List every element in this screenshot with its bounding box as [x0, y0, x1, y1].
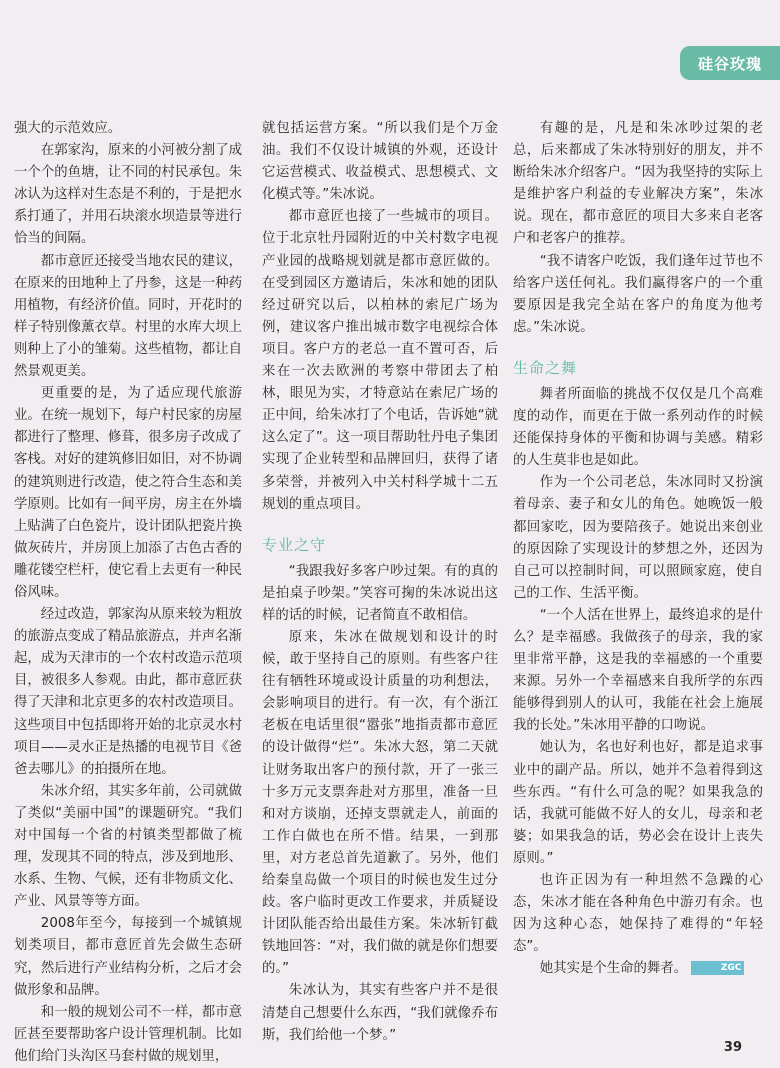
paragraph: 强大的示范效应。 [14, 121, 122, 136]
column-1 [14, 118, 242, 1068]
paragraph: “一个人活在世界上，最终追求的是什么？是幸福感。我做孩子的母亲，我的家里非常平静，这是我的幸福感的一个重要来源。另外一个幸福感来自我所学的东西能够得到别人的认可，我能在社会上施展我的长处。”朱冰用平静的口吻说。 [513, 607, 763, 734]
column-2 [262, 118, 498, 1047]
section-tag: 硅谷玫瑰 [680, 46, 780, 80]
paragraph: 和一般的规划公司不一样，都市意匠甚至要帮助客户设计管理机制。比如他们给门头沟区马套村做的规划里， [14, 1004, 242, 1064]
paragraph: 2008年至今，每接到一个城镇规划类项目，都市意匠首先会做生态研究，然后进行产业结构分析，之后才会做形象和品牌。 [14, 916, 242, 998]
paragraph: 朱冰认为，其实有些客户并不是很清楚自己想要什么东西，“我们就像乔布斯，我们给他一个梦。” [262, 983, 498, 1043]
paragraph: 经过改造，郭家沟从原来较为粗放的旅游点变成了精品旅游点，并声名渐起，成为天津市的一个农村改造示范项目，被很多人参观。由此，都市意匠获得了天津和北京更多的农村改造项目。这些项目中包括即将开始的北京灵水村项目——灵水正是热播的电视节目《爸爸去哪儿》的拍摄所在地。 [14, 607, 242, 777]
paragraph: 她其实是个生命的舞者。 ZGC [513, 958, 763, 980]
section-heading-life-dance: 生命之舞 [513, 358, 578, 377]
paragraph: 她认为，名也好利也好，都是追求事业中的副产品。所以，她并不急着得到这些东西。“有什么可急的呢？如果我急的话，我就可能做不好人的女儿，母亲和老婆；如果我急的话，势必会在设计上丧失原则。” [513, 740, 763, 866]
paragraph: 就包括运营方案。“所以我们是个万金油。我们不仅设计城镇的外观，还设计它运营模式、收益模式、思想模式、文化模式等。”朱冰说。 [262, 121, 498, 203]
zgc-end-logo: ZGC [691, 961, 744, 975]
column-3 [513, 118, 763, 980]
paragraph: “我跟我好多客户吵过架。有的真的是拍桌子吵架。”笑容可掬的朱冰说出这样的话的时候，记者简直不敢相信。 [262, 563, 498, 623]
paragraph: 在郭家沟，原来的小河被分割了成一个个的鱼塘，让不同的村民承包。朱冰认为这样对生态是不利的，于是把水系打通了，并用石块滚水坝造景等进行恰当的间隔。 [14, 143, 242, 247]
paragraph: 也许正因为有一种坦然不急躁的心态，朱冰才能在各种角色中游刃有余。也因为这种心态，她保持了难得的“年轻态”。 [513, 873, 763, 955]
paragraph: 作为一个公司老总，朱冰同时又扮演着母亲、妻子和女儿的角色。她晚饭一般都回家吃，因为要陪孩子。她说出来创业的原因除了实现设计的梦想之外，还因为自己可以控制时间，可以照顾家庭，使自己的工作、生活平衡。 [513, 475, 763, 601]
paragraph: 都市意匠也接了一些城市的项目。位于北京牡丹园附近的中关村数字电视产业园的战略规划就是都市意匠做的。在受到园区方邀请后，朱冰和她的团队经过研究以后，以柏林的索尼广场为例，建议客户推出城市数字电视综合体项目。客户方的老总一直不置可否，后来在一次去欧洲的考察中带团去了柏林，眼见为实，才特意站在索尼广场的正中间，给朱冰打了个电话，告诉她“就这么定了”。这一项目帮助牡丹电子集团实现了企业转型和品牌回归，获得了诸多荣誉，并被列入中关村科学城十二五规划的重点项目。 [262, 209, 498, 512]
paragraph: 都市意匠还接受当地农民的建议，在原来的田地种上了丹参，这是一种药用植物，有经济价值。同时，开花时的样子特别像薰衣草。村里的水库大坝上则种上了小的雏菊。这些植物，都让自然景观更美。 [14, 253, 242, 380]
paragraph: 朱冰介绍，其实多年前，公司就做了类似“美丽中国”的课题研究。“我们对中国每一个省的村镇类型都做了梳理，发现其不同的特点，涉及到地形、水系、生物、气候，还有非物质文化、产业、风景等等方面。 [14, 783, 242, 910]
section-heading-professional: 专业之守 [262, 535, 327, 554]
paragraph: 舞者所面临的挑战不仅仅是几个高难度的动作，而更在于做一系列动作的时候还能保持身体的平衡和协调与美感。精彩的人生莫非也是如此。 [513, 386, 763, 469]
paragraph: “我不请客户吃饭，我们逢年过节也不给客户送任何礼。我们赢得客户的一个重要原因是我完全站在客户的角度为他考虑。”朱冰说。 [513, 253, 763, 335]
paragraph: 有趣的是，凡是和朱冰吵过架的老总，后来都成了朱冰特别好的朋友，并不断给朱冰介绍客户。“因为我坚持的实际上是维护客户利益的专业解决方案”，朱冰说。现在，都市意匠的项目大多来自老客户和老客户的推荐。 [513, 121, 763, 247]
paragraph: 更重要的是，为了适应现代旅游业。在统一规划下，每户村民家的房屋都进行了整理、修葺，很多房子改成了客栈。对好的建筑修旧如旧，对不协调的建筑则进行改造，使之符合生态和美学原则。比如有一间平房，房主在外墙上贴满了白色瓷片，设计团队把瓷片换做灰砖片，并房顶上加添了古色古香的雕花镂空栏杆，使它看上去更有一种民俗风味。 [14, 386, 242, 600]
page-number: 39 [723, 1040, 742, 1055]
paragraph: 原来，朱冰在做规划和设计的时候，敢于坚持自己的原则。有些客户往往有牺牲环境或设计质量的功利想法，会影响项目的进行。有一次，有个浙江老板在电话里很“嚣张”地指责都市意匠的设计做得“烂”。朱冰大怒，第二天就让财务取出客户的预付款，开了一张三十多万元支票奔赴对方那里，准备一旦和对方谈崩，还掉支票就走人，前面的工作白做也在所不惜。结果，一到那里，对方老总首先道歉了。另外，他们给秦皇岛做一个项目的时候也发生过分歧。客户临时更改工作要求，并质疑设计团队能否给出最佳方案。朱冰斩钉截铁地回答：“对，我们做的就是你们想要的。” [262, 629, 498, 977]
